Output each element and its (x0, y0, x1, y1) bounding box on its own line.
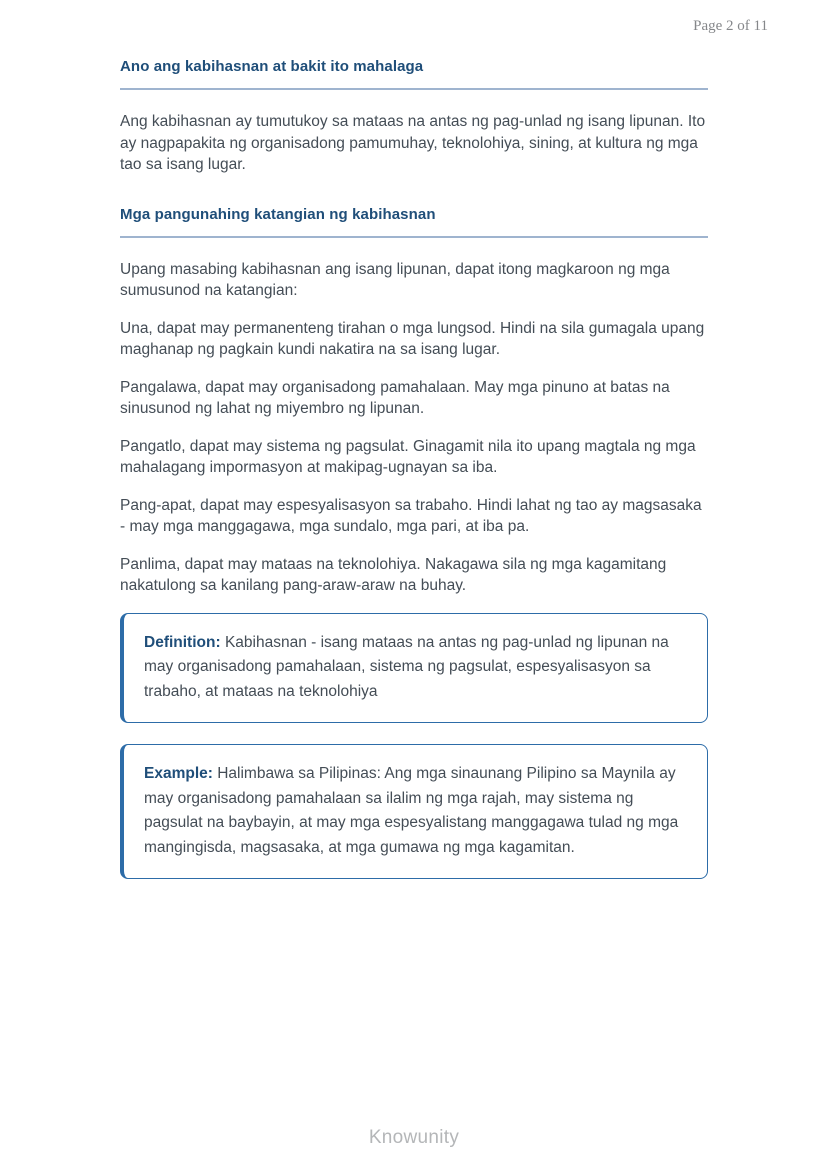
definition-label: Definition: (144, 633, 221, 651)
example-box (120, 744, 708, 879)
example-body: Halimbawa sa Pilipinas: Ang mga sinaunang Pilipino sa Maynila ay may organisadong pamahalaan sa ilalim ng mga rajah, may sistema ng pagsulat na baybayin, at may mga espesyalistang manggagawa tulad ng mga mangingisda, magsasaka, at mga gumawa ng mga kagamitan. (144, 765, 679, 856)
paragraph: Panlima, dapat may mataas na teknolohiya. Nakagawa sila ng mga kagamitang nakatulong sa kanilang pang-araw-araw na buhay. (120, 555, 667, 594)
section-heading-katangian: Mga pangunahing katangian ng kabihasnan (120, 205, 436, 223)
paragraph: Pangalawa, dapat may organisadong pamahalaan. May mga pinuno at batas na sinusunod ng lahat ng miyembro ng lipunan. (120, 378, 670, 417)
paragraph: Una, dapat may permanenteng tirahan o mga lungsod. Hindi na sila gumagala upang maghanap ng pagkain kundi nakatira na sa isang lugar. (120, 319, 705, 358)
paragraph: Pang-apat, dapat may espesyalisasyon sa trabaho. Hindi lahat ng tao ay magsasaka - may mga manggagawa, mga sundalo, mga pari, at iba pa. (120, 496, 702, 535)
example-text (144, 762, 687, 860)
paragraph: Pangatlo, dapat may sistema ng pagsulat. Ginagamit nila ito upang magtala ng mga mahalagang impormasyon at makipag-ugnayan sa iba. (120, 437, 696, 476)
section-divider (120, 88, 708, 90)
definition-body: Kabihasnan - isang mataas na antas ng pag-unlad ng lipunan na may organisadong pamahalaan, sistema ng pagsulat, espesyalisasyon sa trabaho, at mataas na teknolohiya (144, 633, 669, 700)
section-heading-what-is-kabihasnan: Ano ang kabihasnan at bakit ito mahalaga (120, 58, 424, 75)
section-gap (120, 192, 708, 206)
footer-brand: Knowunity (368, 1127, 460, 1148)
definition-box (120, 613, 708, 724)
example-label: Example: (144, 765, 213, 782)
paragraph: Ang kabihasnan ay tumutukoy sa mataas na antas ng pag-unlad ng isang lipunan. Ito ay nagpapakita ng organisadong pamumuhay, teknolohiya, sining, at kultura ng mga tao sa isang lugar. (120, 113, 706, 173)
section-divider (120, 236, 708, 238)
paragraph: Upang masabing kabihasnan ang isang lipunan, dapat itong magkaroon ng mga sumusunod na katangian: (120, 260, 670, 299)
document-content (120, 58, 708, 900)
page-indicator: Page 2 of 11 (693, 18, 768, 34)
definition-text (144, 631, 687, 705)
